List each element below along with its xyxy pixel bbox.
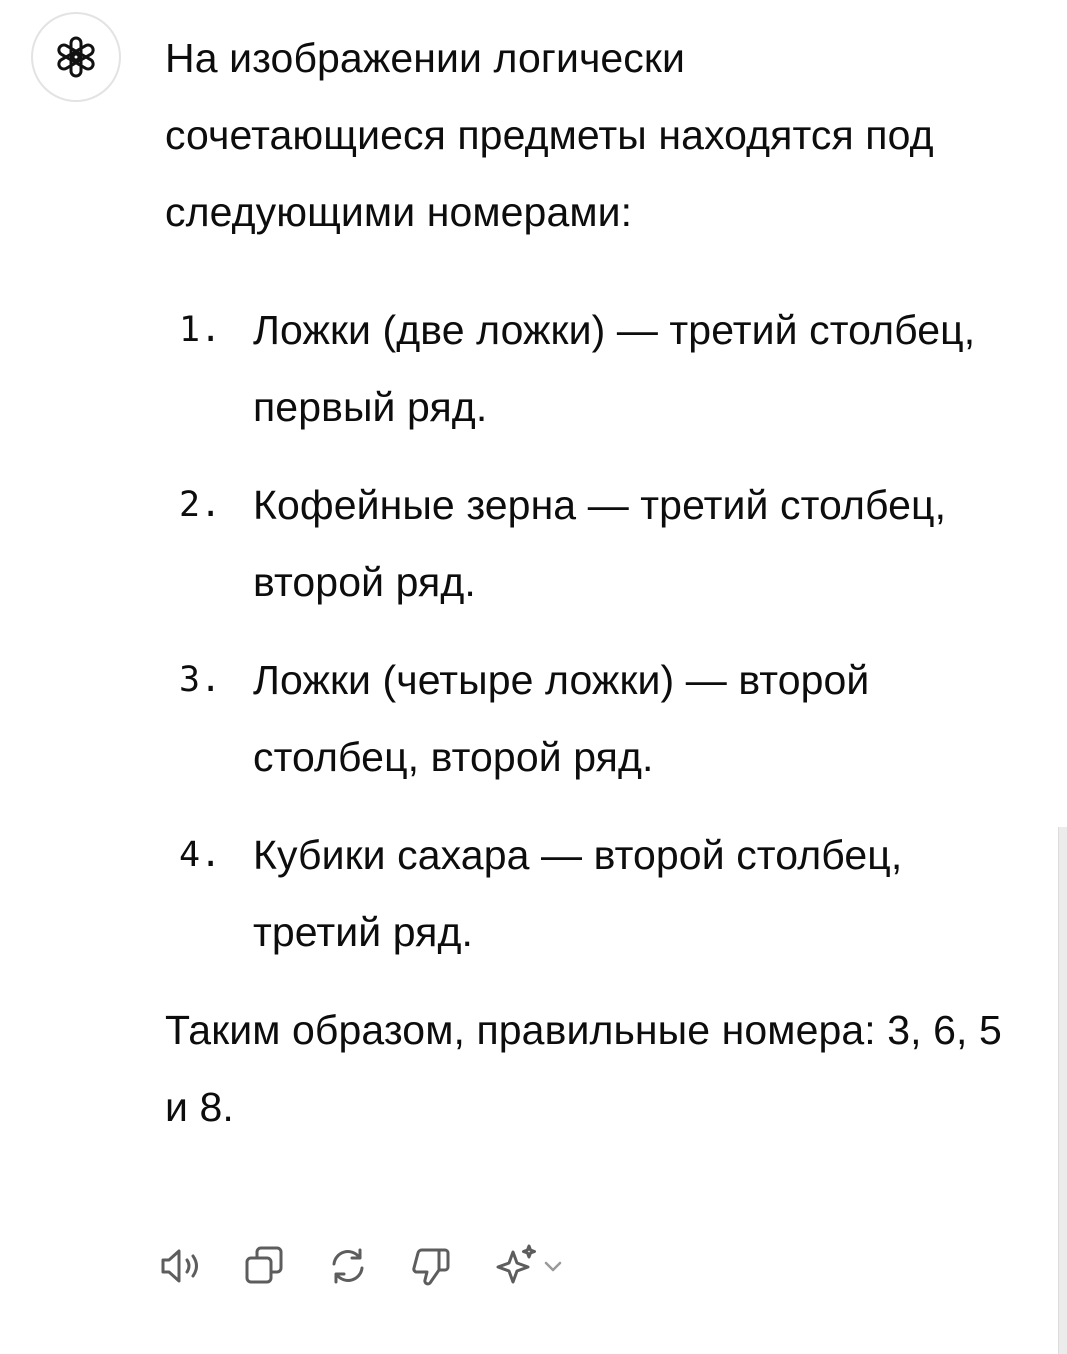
speaker-icon <box>159 1246 205 1286</box>
list-item-text: Ложки (четыре ложки) — второй столбец, второй ряд. <box>253 657 870 780</box>
copy-icon <box>243 1244 287 1288</box>
assistant-avatar <box>31 12 121 102</box>
list-item-number: 2. <box>179 485 222 525</box>
list-item-number: 3. <box>179 660 222 700</box>
regenerate-icon <box>326 1244 370 1288</box>
list-item <box>165 817 1035 971</box>
model-switch-button[interactable] <box>490 1242 568 1290</box>
assistant-message <box>165 20 1035 1146</box>
copy-button[interactable] <box>241 1242 289 1290</box>
read-aloud-button[interactable] <box>158 1242 206 1290</box>
list-item-text: Кофейные зерна — третий столбец, второй ряд. <box>253 482 947 605</box>
message-actions <box>158 1242 568 1290</box>
sparkle-icon <box>493 1242 541 1290</box>
list-item-text: Кубики сахара — второй столбец, третий ряд. <box>253 832 903 955</box>
message-summary: Таким образом, правильные номера: 3, 6, 5 и 8. <box>165 1007 1002 1130</box>
list-item-number: 4. <box>179 835 222 875</box>
answer-list <box>165 292 1035 971</box>
message-intro: На изображении логически сочетающиеся предметы находятся под следующими номерами: <box>165 35 934 235</box>
list-item-text: Ложки (две ложки) — третий столбец, первый ряд. <box>253 307 976 430</box>
list-item-number: 1. <box>179 310 222 350</box>
scrollbar[interactable] <box>1058 827 1067 1354</box>
chevron-down-icon <box>541 1254 565 1278</box>
regenerate-button[interactable] <box>324 1242 372 1290</box>
thumbs-down-icon <box>409 1244 453 1288</box>
list-item <box>165 467 1035 621</box>
list-item <box>165 642 1035 796</box>
openai-logo-icon <box>51 32 101 82</box>
thumbs-down-button[interactable] <box>407 1242 455 1290</box>
list-item <box>165 292 1035 446</box>
